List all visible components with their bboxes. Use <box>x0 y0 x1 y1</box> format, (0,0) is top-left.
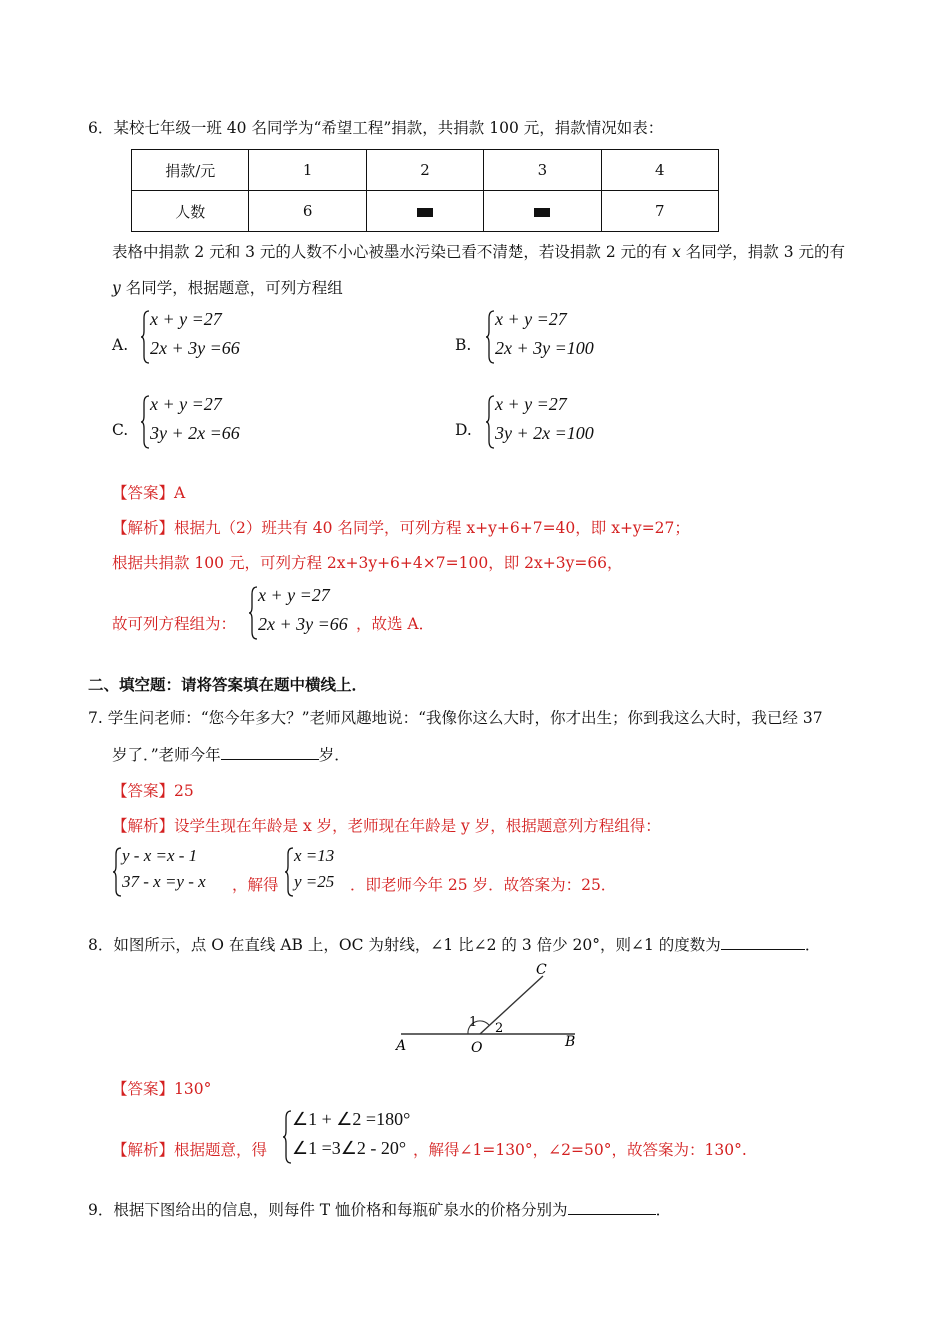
analysis-eq2: 2x + 3y =66 <box>258 614 348 634</box>
q7-system-1 <box>112 846 242 898</box>
brace-icon <box>284 846 294 898</box>
donation-table <box>131 149 719 232</box>
q8-answer <box>112 1077 211 1099</box>
option-a-eq1: x + y =27 <box>150 309 222 329</box>
q8-stem-end: ． <box>804 936 821 954</box>
table-cell-ink-blot <box>366 191 483 232</box>
table-cell: 7 <box>601 191 718 232</box>
table-cell: 捐款/元 <box>132 150 249 191</box>
q7-answer <box>112 779 194 801</box>
q9-stem <box>88 1198 671 1220</box>
option-b-eq2: 2x + 3y =100 <box>495 338 594 358</box>
q8-eq1: ∠1 + ∠2 =180° <box>292 1109 411 1129</box>
q7-post: ．即老师今年 25 岁．故答案为：25． <box>350 876 617 894</box>
q7-sys1-eq2: 37 - x =y - x <box>122 872 206 891</box>
q7-line2-pre: 岁了．”老师今年 <box>112 746 221 764</box>
brace-icon <box>485 309 495 365</box>
section-title: 二、填空题：请将答案填在题中横线上． <box>88 675 368 694</box>
analysis-tag: 【解析】 <box>112 519 175 537</box>
q6-text-line1 <box>112 240 845 262</box>
q8-stem <box>88 933 820 955</box>
option-d-system <box>485 394 645 450</box>
ink-blot-icon <box>534 208 550 217</box>
answer-value: 130° <box>174 1080 212 1098</box>
angle-figure <box>393 960 583 1060</box>
option-c-eq1: x + y =27 <box>150 394 222 414</box>
q7-line2-post: 岁． <box>318 746 350 764</box>
option-d-eq1: x + y =27 <box>495 394 567 414</box>
label-a: A <box>396 1038 407 1054</box>
option-c-system <box>140 394 280 450</box>
option-d-label: D. <box>455 421 472 439</box>
q9-stem-end: ． <box>655 1201 672 1219</box>
label-o: O <box>471 1040 483 1056</box>
q7-line1: 7. 学生问老师：“您今年多大？”老师风趣地说：“我像你这么大时，你才出生；你到我这么大时，我已经 37 <box>88 709 823 727</box>
q6-analysis-line3-post: ，故选 A． <box>356 615 435 633</box>
q7-line2 <box>112 743 350 765</box>
answer-tag: 【答案】 <box>112 782 175 800</box>
table-cell: 1 <box>249 150 366 191</box>
option-a-eq2: 2x + 3y =66 <box>150 338 240 358</box>
brace-icon <box>248 585 258 641</box>
option-a-label: A. <box>112 336 129 354</box>
option-c-eq2: 3y + 2x =66 <box>150 423 240 443</box>
q7-analysis-line1 <box>112 814 661 836</box>
analysis-text: 设学生现在年龄是 x 岁，老师现在年龄是 y 岁，根据题意列方程组得： <box>174 817 661 835</box>
answer-blank[interactable] <box>221 745 319 760</box>
q6-analysis-system <box>248 585 368 641</box>
q6-var-y: y <box>112 279 121 297</box>
q6-var-x: x <box>672 243 681 261</box>
q6-answer <box>112 481 185 503</box>
table-cell: 人数 <box>132 191 249 232</box>
answer-blank[interactable] <box>721 935 805 950</box>
q6-text2: 名同学，捐款 3 元的有 <box>685 243 845 261</box>
analysis-text: 根据题意，得 <box>174 1141 268 1159</box>
answer-blank[interactable] <box>568 1200 656 1215</box>
table-cell: 3 <box>484 150 601 191</box>
brace-icon <box>140 309 150 365</box>
label-angle-1: 1 <box>469 1015 478 1030</box>
q9-stem-text: 9．根据下图给出的信息，则每件 T 恤价格和每瓶矿泉水的价格分别为 <box>88 1201 568 1219</box>
option-b-system <box>485 309 645 365</box>
answer-value: 25 <box>174 782 194 800</box>
q6-text-line2 <box>112 276 343 298</box>
label-c: C <box>536 962 547 978</box>
brace-icon <box>140 394 150 450</box>
analysis-tag: 【解析】 <box>112 1141 175 1159</box>
table-cell-ink-blot <box>484 191 601 232</box>
table-cell: 4 <box>601 150 718 191</box>
q6-analysis-line2: 根据共捐款 100 元，可列方程 2x+3y+6+4×7=100，即 2x+3y=66， <box>112 554 623 572</box>
q6-analysis-line1 <box>112 516 690 538</box>
q6-analysis-line3-pre: 故可列方程组为： <box>112 615 237 633</box>
q8-stem-text: 8．如图所示，点 O 在直线 AB 上，OC 为射线，∠1 比∠2 的 3 倍少 20°，则∠1 的度数为 <box>88 936 721 954</box>
q7-sys2-eq2: y =25 <box>294 872 335 891</box>
ink-blot-icon <box>417 208 433 217</box>
table-cell: 6 <box>249 191 366 232</box>
q7-system-2 <box>284 846 354 898</box>
table-row <box>132 150 719 191</box>
ray-oc <box>480 976 543 1034</box>
q7-sys1-eq1: y - x =x - 1 <box>122 846 198 865</box>
option-d-eq2: 3y + 2x =100 <box>495 423 594 443</box>
label-angle-2: 2 <box>495 1021 504 1036</box>
q8-system <box>282 1109 422 1165</box>
analysis-tag: 【解析】 <box>112 817 175 835</box>
brace-icon <box>112 846 122 898</box>
q6-stem: 6．某校七年级一班 40 名同学为“希望工程”捐款，共捐款 100 元，捐款情况如表： <box>88 119 664 137</box>
q8-eq2: ∠1 =3∠2 - 20° <box>292 1138 407 1158</box>
answer-tag: 【答案】 <box>112 1080 175 1098</box>
answer-tag: 【答案】 <box>112 484 175 502</box>
table-cell: 2 <box>366 150 483 191</box>
brace-icon <box>485 394 495 450</box>
q6-text3: 名同学，根据题意，可列方程组 <box>125 279 343 297</box>
option-b-eq1: x + y =27 <box>495 309 567 329</box>
analysis-text: 根据九（2）班共有 40 名同学，可列方程 x+y+6+7=40，即 x+y=27； <box>174 519 690 537</box>
answer-value: A <box>174 484 186 502</box>
option-b-label: B. <box>455 336 472 354</box>
q8-analysis-pre <box>112 1138 267 1160</box>
label-b: B <box>565 1034 576 1050</box>
q8-analysis-post: ，解得∠1=130°，∠2=50°，故答案为：130°. <box>413 1141 747 1159</box>
q6-text1: 表格中捐款 2 元和 3 元的人数不小心被墨水污染已看不清楚，若设捐款 2 元的有 <box>112 243 668 261</box>
table-row <box>132 191 719 232</box>
option-c-label: C. <box>112 421 129 439</box>
brace-icon <box>282 1109 292 1165</box>
option-a-system <box>140 309 280 365</box>
analysis-eq1: x + y =27 <box>258 585 330 605</box>
q7-sys2-eq1: x =13 <box>294 846 335 865</box>
q7-mid: ，解得 <box>232 876 279 894</box>
